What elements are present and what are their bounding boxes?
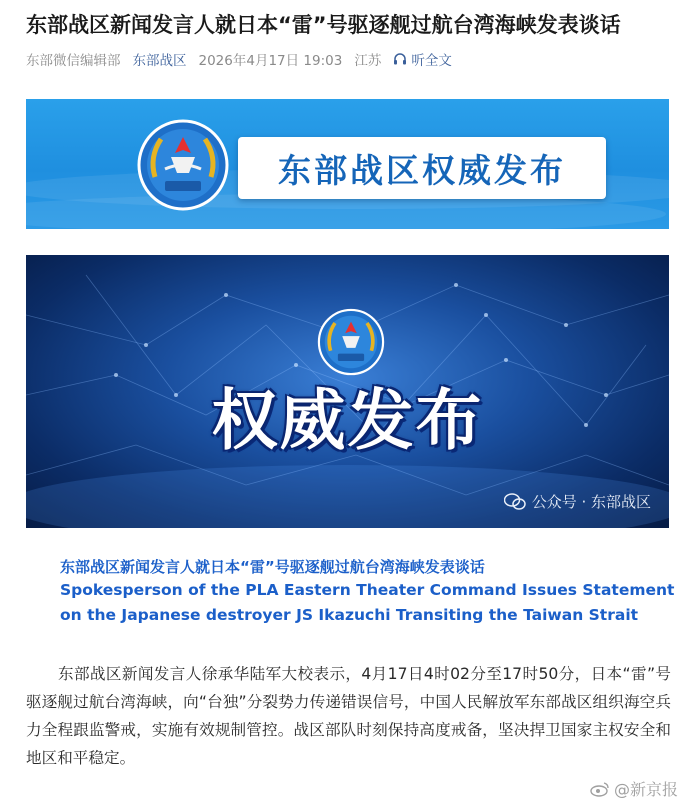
weibo-icon xyxy=(590,781,610,797)
image-caption xyxy=(60,556,680,628)
listen-label: 听全文 xyxy=(411,53,452,69)
listen-button[interactable] xyxy=(393,49,464,69)
corner-watermark-text: @新京报 xyxy=(613,780,678,799)
article-headline: 东部战区新闻发言人就日本“雷”号驱逐舰过航台湾海峡发表谈话 xyxy=(26,13,621,37)
banner1-title-box xyxy=(238,137,606,199)
theater-emblem-icon xyxy=(135,117,231,213)
banner-image-2 xyxy=(26,255,669,528)
meta-datetime: 2026年4月17日 19:03 xyxy=(198,53,343,69)
meta-editor: 东部微信编辑部 xyxy=(26,53,121,69)
meta-source-link[interactable]: 东部战区 xyxy=(132,53,187,69)
caption-chinese: 东部战区新闻发言人就日本“雷”号驱逐舰过航台湾海峡发表谈话 xyxy=(60,558,485,576)
wechat-watermark xyxy=(504,491,651,512)
banner-image-1 xyxy=(26,99,669,229)
wechat-icon xyxy=(504,493,526,511)
banner1-title: 东部战区权威发布 xyxy=(278,150,566,190)
headphones-icon xyxy=(393,52,407,66)
watermark-text: 公众号 · 东部战区 xyxy=(531,493,651,511)
article-body-paragraph: 东部战区新闻发言人徐承华陆军大校表示，4月17日4时02分至17时50分，日本“雷”号驱逐舰过航台湾海峡，向“台独”分裂势力传递错误信号，中国人民解放军东部战区组织海空兵力全程跟监警戒，实施有效规制管控。战区部队时刻保持高度戒备，坚决捍卫国家主权安全和地区和平稳定。 xyxy=(26,665,671,767)
meta-location: 江苏 xyxy=(354,53,382,69)
banner2-title: 权威发布 xyxy=(211,381,484,459)
article-meta xyxy=(26,49,476,69)
caption-english-line1: Spokesperson of the PLA Eastern Theater Command Issues Statement xyxy=(60,581,675,599)
corner-watermark xyxy=(590,777,678,800)
caption-english-line2: on the Japanese destroyer JS Ikazuchi Transiting the Taiwan Strait xyxy=(60,606,639,624)
